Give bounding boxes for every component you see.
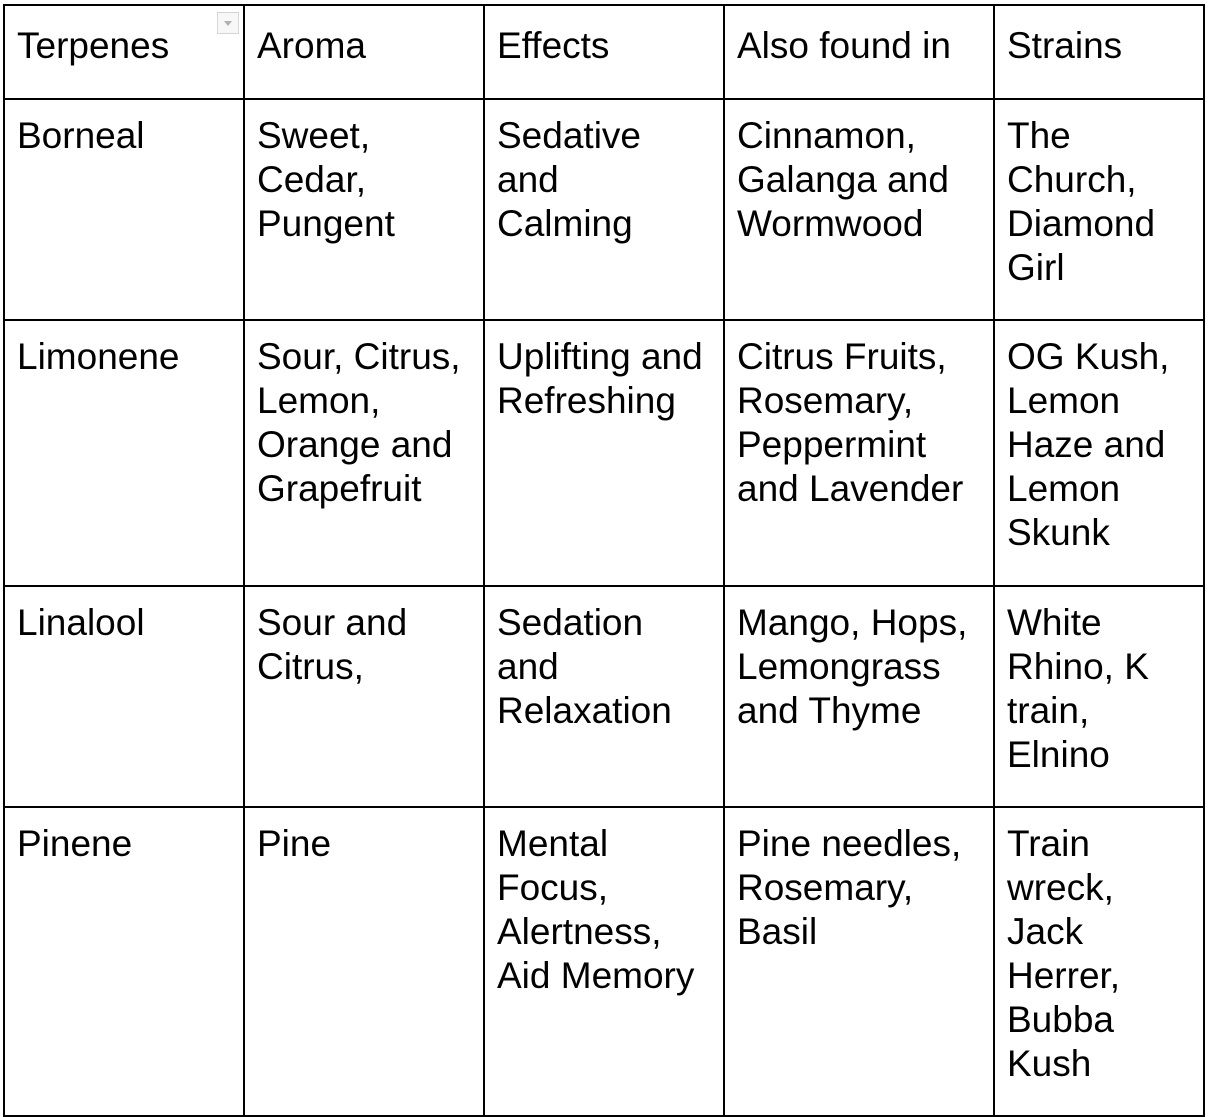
cell-text: Cinnamon, Galanga and Wormwood (737, 115, 949, 244)
cell-text: Borneal (17, 115, 145, 156)
table-cell (724, 320, 994, 586)
dropdown-arrow-icon[interactable] (217, 12, 239, 34)
cell-text: Sedative and Calming (497, 115, 641, 244)
table-row (4, 807, 1204, 1116)
header-label: Also found in (737, 25, 951, 66)
table-cell (484, 807, 724, 1116)
table-row (4, 586, 1204, 807)
table-cell (4, 320, 244, 586)
table-cell (4, 807, 244, 1116)
header-cell-strains (994, 5, 1204, 99)
table-cell (244, 807, 484, 1116)
table-cell (724, 99, 994, 320)
table-cell (4, 99, 244, 320)
terpenes-table (3, 4, 1205, 1117)
cell-text: Pine (257, 823, 332, 864)
table-cell (484, 586, 724, 807)
cell-text: Mental Focus, Alertness, Aid Memory (497, 823, 695, 996)
cell-text: White Rhino, K train, Elnino (1007, 602, 1149, 775)
table-cell (994, 320, 1204, 586)
header-row (4, 5, 1204, 99)
cell-text: Mango, Hops, Lemongrass and Thyme (737, 602, 968, 731)
cell-text: Pinene (17, 823, 133, 864)
table-cell (484, 99, 724, 320)
table-cell (244, 586, 484, 807)
cell-text: Sour, Citrus, Lemon, Orange and Grapefruit (257, 336, 461, 509)
cell-text: OG Kush, Lemon Haze and Lemon Skunk (1007, 336, 1170, 553)
cell-text: Sour and Citrus, (257, 602, 408, 687)
cell-text: Train wreck, Jack Herrer, Bubba Kush (1007, 823, 1121, 1084)
cell-text: Sedation and Relaxation (497, 602, 672, 731)
table-cell (994, 586, 1204, 807)
table-cell (484, 320, 724, 586)
header-label: Effects (497, 25, 610, 66)
cell-text: The Church, Diamond Girl (1007, 115, 1156, 288)
table-cell (724, 807, 994, 1116)
header-cell-effects (484, 5, 724, 99)
cell-text: Linalool (17, 602, 145, 643)
table-row (4, 320, 1204, 586)
cell-text: Uplifting and Refreshing (497, 336, 703, 421)
header-cell-also-found-in (724, 5, 994, 99)
table-row (4, 99, 1204, 320)
header-label: Strains (1007, 25, 1123, 66)
table-cell (994, 807, 1204, 1116)
header-label: Aroma (257, 25, 366, 66)
cell-text: Sweet, Cedar, Pungent (257, 115, 395, 244)
cell-text: Citrus Fruits, Rosemary, Peppermint and Lavender (737, 336, 964, 509)
cell-text: Limonene (17, 336, 180, 377)
table-cell (994, 99, 1204, 320)
table-cell (244, 99, 484, 320)
table-cell (4, 586, 244, 807)
header-label: Terpenes (17, 25, 170, 66)
table-cell (244, 320, 484, 586)
header-cell-terpenes (4, 5, 244, 99)
cell-text: Pine needles, Rosemary, Basil (737, 823, 962, 952)
table-cell (724, 586, 994, 807)
header-cell-aroma (244, 5, 484, 99)
